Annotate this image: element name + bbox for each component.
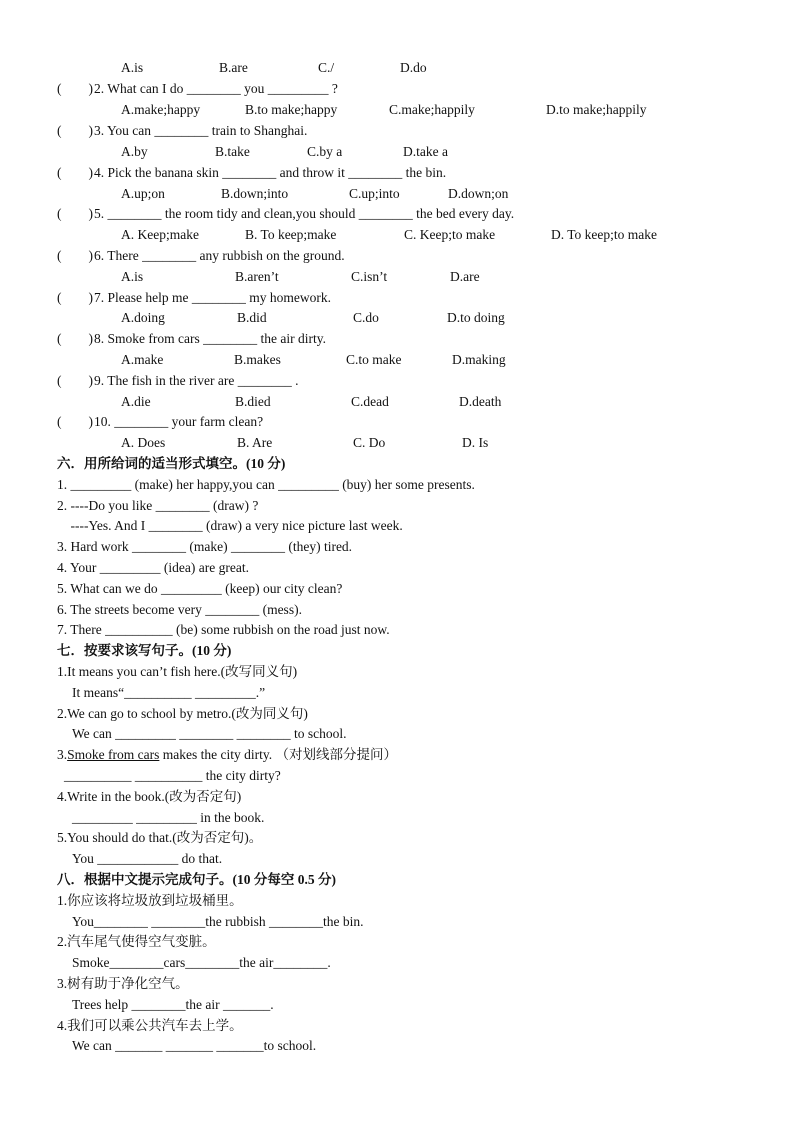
- q1-option-d: D.do: [400, 60, 427, 75]
- q5-option-c: C. Keep;to make: [404, 227, 496, 242]
- section-7-q2-answer: We can _________ ________ ________ to school.: [72, 726, 347, 741]
- section-7-q3-number: 3.: [57, 747, 68, 762]
- q2-option-d: D.to make;happily: [546, 102, 647, 117]
- section-8-q3: 3.树有助于净化空气。: [57, 976, 189, 991]
- section-7-q3: [57, 747, 397, 763]
- q10-question: 10. ________ your farm clean?: [94, 414, 264, 429]
- section-6-line-6: 5. What can we do _________ (keep) our city clean?: [57, 581, 343, 596]
- q4-question: 4. Pick the banana skin ________ and throw it ________ the bin.: [94, 165, 447, 180]
- section-7-q1: 1.It means you can’t fish here.(改写同义句): [57, 664, 298, 679]
- q9-option-d: D.death: [459, 394, 502, 409]
- q10-option-b: B. Are: [237, 435, 273, 450]
- q3-option-b: B.take: [215, 144, 250, 159]
- q10-option-d: D. Is: [462, 435, 489, 450]
- section-7-q4-answer: _________ _________ in the book.: [72, 810, 265, 825]
- section-7-q4: 4.Write in the book.(改为否定句): [57, 789, 242, 804]
- q9-option-a: A.die: [121, 394, 151, 409]
- q3-option-c: C.by a: [307, 144, 343, 159]
- q6-option-a: A.is: [121, 269, 144, 284]
- section-6-line-1: 1. _________ (make) her happy,you can _________ (buy) her some presents.: [57, 477, 475, 492]
- q4-option-c: C.up;into: [349, 186, 400, 201]
- section-7-q5: 5.You should do that.(改为否定句)。: [57, 830, 263, 845]
- q9-question: 9. The fish in the river are ________ .: [94, 373, 299, 388]
- q10-option-a: A. Does: [121, 435, 166, 450]
- q1-option-a: A.is: [121, 60, 144, 75]
- q5-option-b: B. To keep;make: [245, 227, 337, 242]
- section-7-title: 七．按要求该写句子。(10 分): [57, 643, 232, 658]
- q4-option-b: B.down;into: [221, 186, 289, 201]
- q2-option-a: A.make;happy: [121, 102, 201, 117]
- underlined-phrase: Smoke from cars: [67, 747, 160, 762]
- q3-option-a: A.by: [121, 144, 148, 159]
- section-8-q4: 4.我们可以乘公共汽车去上学。: [57, 1018, 243, 1033]
- section-6-line-4: 3. Hard work ________ (make) ________ (they) tired.: [57, 539, 353, 554]
- section-7-q3-answer: __________ __________ the city dirty?: [64, 768, 281, 783]
- q3-question: 3. You can ________ train to Shanghai.: [94, 123, 308, 138]
- q4-answer-paren: ( ): [57, 165, 93, 180]
- q10-option-c: C. Do: [353, 435, 386, 450]
- q6-option-d: D.are: [450, 269, 480, 284]
- q9-option-c: C.dead: [351, 394, 389, 409]
- section-6-line-3: ----Yes. And I ________ (draw) a very nice picture last week.: [57, 518, 403, 533]
- q7-option-c: C.do: [353, 310, 379, 325]
- q1-option-c: C./: [318, 60, 335, 75]
- q7-question: 7. Please help me ________ my homework.: [94, 290, 331, 305]
- section-6-line-7: 6. The streets become very ________ (mess).: [57, 602, 302, 617]
- q5-question: 5. ________ the room tidy and clean,you should ________ the bed every day.: [94, 206, 515, 221]
- q4-option-a: A.up;on: [121, 186, 165, 201]
- q9-answer-paren: ( ): [57, 373, 93, 388]
- q7-option-d: D.to doing: [447, 310, 505, 325]
- q10-answer-paren: ( ): [57, 414, 93, 429]
- q8-question: 8. Smoke from cars ________ the air dirty.: [94, 331, 326, 346]
- section-6-title: 六．用所给词的适当形式填空。(10 分): [57, 456, 286, 471]
- section-7-q2: 2.We can go to school by metro.(改为同义句): [57, 706, 308, 721]
- q7-option-b: B.did: [237, 310, 267, 325]
- section-8-q3-answer: Trees help ________the air _______.: [72, 997, 274, 1012]
- q2-option-c: C.make;happily: [389, 102, 475, 117]
- q2-answer-paren: ( ): [57, 81, 93, 96]
- section-6-line-8: 7. There __________ (be) some rubbish on the road just now.: [57, 622, 390, 637]
- section-7-q5-answer: You ____________ do that.: [72, 851, 223, 866]
- q1-option-b: B.are: [219, 60, 248, 75]
- q5-option-a: A. Keep;make: [121, 227, 199, 242]
- q6-option-b: B.aren’t: [235, 269, 279, 284]
- q7-option-a: A.doing: [121, 310, 165, 325]
- section-8-q1-answer: You________ ________the rubbish ________the bin.: [72, 914, 364, 929]
- section-6-line-2: 2. ----Do you like ________ (draw) ?: [57, 498, 259, 513]
- q8-answer-paren: ( ): [57, 331, 93, 346]
- q3-answer-paren: ( ): [57, 123, 93, 138]
- q2-question: 2. What can I do ________ you _________ ?: [94, 81, 338, 96]
- section-7-q3-rest: makes the city dirty. （对划线部分提问）: [159, 747, 397, 762]
- q9-option-b: B.died: [235, 394, 271, 409]
- q8-option-c: C.to make: [346, 352, 402, 367]
- q6-answer-paren: ( ): [57, 248, 93, 263]
- q8-option-a: A.make: [121, 352, 164, 367]
- section-8-title: 八．根据中文提示完成句子。(10 分每空 0.5 分): [57, 872, 336, 887]
- q6-option-c: C.isn’t: [351, 269, 388, 284]
- section-8-q2: 2.汽车尾气使得空气变脏。: [57, 934, 216, 949]
- section-8-q2-answer: Smoke________cars________the air________.: [72, 955, 331, 970]
- q2-option-b: B.to make;happy: [245, 102, 338, 117]
- q8-option-d: D.making: [452, 352, 506, 367]
- q5-answer-paren: ( ): [57, 206, 93, 221]
- q3-option-d: D.take a: [403, 144, 448, 159]
- q7-answer-paren: ( ): [57, 290, 93, 305]
- section-7-q1-answer: It means“__________ _________.”: [72, 685, 266, 700]
- q8-option-b: B.makes: [234, 352, 281, 367]
- section-8-q1: 1.你应该将垃圾放到垃圾桶里。: [57, 893, 243, 908]
- section-6-line-5: 4. Your _________ (idea) are great.: [57, 560, 249, 575]
- section-8-q4-answer: We can _______ _______ _______to school.: [72, 1038, 317, 1053]
- q6-question: 6. There ________ any rubbish on the ground.: [94, 248, 345, 263]
- q5-option-d: D. To keep;to make: [551, 227, 658, 242]
- q4-option-d: D.down;on: [448, 186, 509, 201]
